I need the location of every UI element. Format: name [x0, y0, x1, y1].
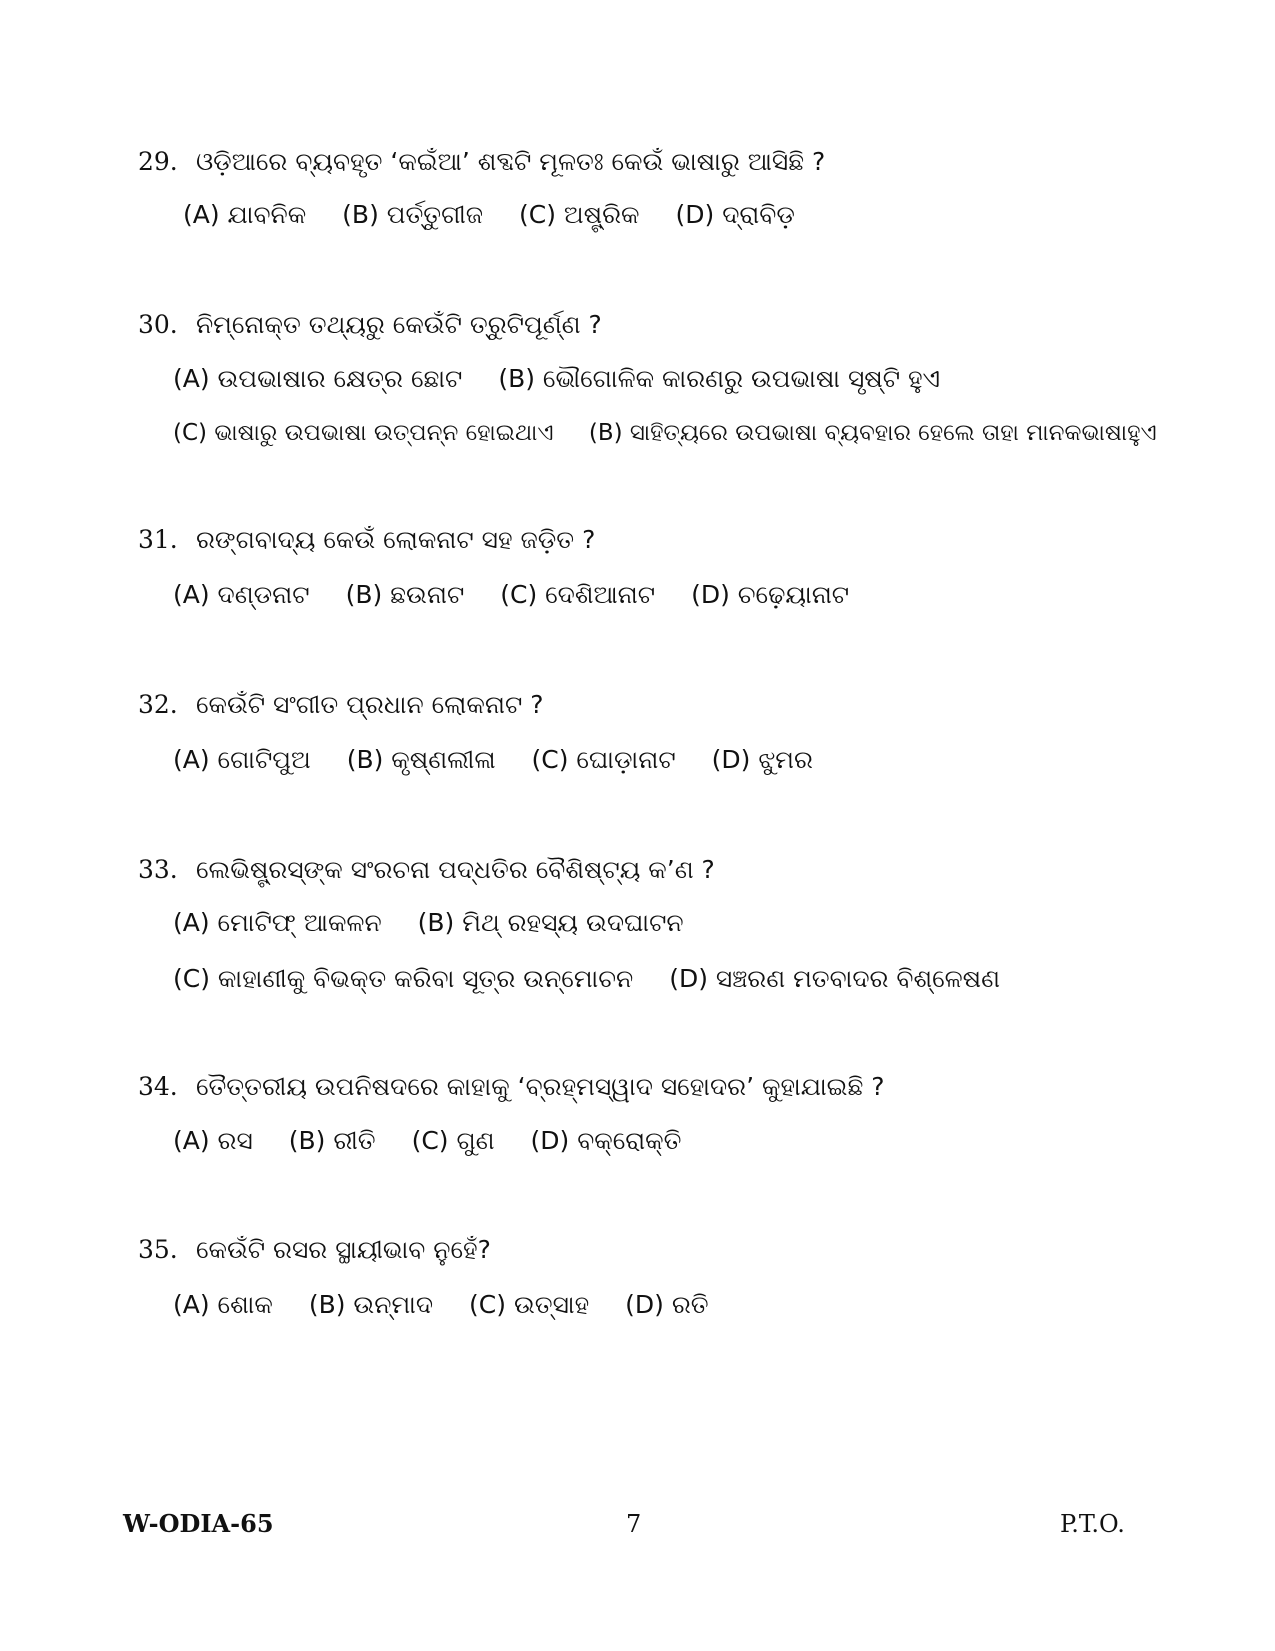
- option-b: (B) ଛଉନାଟ: [345, 580, 465, 609]
- option-a: (A) ଦଣ୍ଡନାଟ: [173, 580, 310, 609]
- options-row: [173, 1288, 737, 1322]
- option-d: (D) ଦ୍ରାବିଡ଼: [675, 200, 795, 229]
- option-a: (A) ଯାବନିକ: [183, 200, 307, 229]
- question-number: 34.: [138, 1072, 178, 1101]
- question-number: 30.: [138, 310, 178, 339]
- option-d: (D) ସଞ୍ଚରଣ ମତବାଦର ବିଶ୍ଳେଷଣ: [669, 964, 1001, 993]
- option-a: (A) ରସ: [173, 1126, 253, 1155]
- question-number: 31.: [138, 525, 178, 554]
- options-row: [183, 198, 823, 232]
- options-row: [173, 1124, 709, 1158]
- option-c: (C) ଅଷ୍ଟ୍ରିକ: [519, 200, 640, 229]
- page-number: 7: [626, 1510, 642, 1538]
- option-b-second: (B) ସାହିତ୍ୟରେ ଉପଭାଷା ବ୍ୟବହାର ହେଲେ ତାହା ମାନକଭାଷାହୁଏ: [588, 420, 1157, 446]
- option-d: (D) ଝୁମର: [711, 745, 813, 774]
- please-turn-over: P.T.O.: [1060, 1510, 1125, 1538]
- question-number: 35.: [138, 1235, 178, 1264]
- option-a: (A) ଶୋକ: [173, 1290, 273, 1319]
- options-row: [173, 743, 841, 777]
- options-row: [173, 416, 1185, 450]
- option-d: (D) ରତି: [625, 1290, 709, 1319]
- option-c: (C) କାହାଣୀକୁ ବିଭକ୍ତ କରିବା ସୂତ୍ର ଉନ୍ମୋଚନ: [173, 964, 634, 993]
- question-text: ନିମ୍ନୋକ୍ତ ତଥ୍ୟରୁ କେଉଁଟି ତ୍ରୁଟିପୂର୍ଣ୍ଣ ?: [195, 310, 602, 339]
- question-number: 32.: [138, 690, 178, 719]
- question-stem: [138, 523, 595, 557]
- option-b: (B) ପର୍ତ୍ତୁଗୀଜ: [342, 200, 484, 229]
- option-c: (C) ଗୁଣ: [411, 1126, 495, 1155]
- options-row: [173, 362, 968, 396]
- question-text: ରଙ୍ଗବାଦ୍ୟ କେଉଁ ଲୋକନାଟ ସହ ଜଡ଼ିତ ?: [195, 525, 596, 554]
- question-text: ତୈତ୍ତରୀୟ ଉପନିଷଦରେ କାହାକୁ ‘ବ୍ରହ୍ମସ୍ୱାଦ ସହୋଦର’ କୁହାଯାଇଛି ?: [195, 1072, 885, 1101]
- option-b: (B) ମିଥ୍ ରହସ୍ୟ ଉଦଘାଟନ: [417, 908, 684, 937]
- option-c: (C) ଭାଷାରୁ ଉପଭାଷା ଉତ୍ପନ୍ନ ହୋଇଥାଏ: [173, 420, 554, 446]
- option-b: (B) କୃଷ୍ଣଲୀଳା: [346, 745, 496, 774]
- option-c: (C) ଉତ୍ସାହ: [469, 1290, 590, 1319]
- option-c: (C) ଦେଶିଆନାଟ: [500, 580, 656, 609]
- question-stem: [138, 688, 544, 722]
- option-a: (A) ମୋଟିଫ୍ ଆକଳନ: [173, 908, 382, 937]
- question-text: ଲେଭିଷ୍ଟ୍ରସ୍‌ଙ୍କ ସଂରଚନା ପଦ୍ଧତିର ବୈଶିଷ୍ଟ୍ୟ କ’ଣ ?: [195, 855, 715, 884]
- option-d: (D) ବକ୍ରୋକ୍ତି: [530, 1126, 682, 1155]
- question-stem: [138, 853, 715, 887]
- option-b: (B) ଭୌଗୋଳିକ କାରଣରୁ ଉପଭାଷା ସୃଷ୍ଟି ହୁଏ: [498, 364, 941, 393]
- question-stem: [138, 308, 602, 342]
- options-row: [173, 962, 1028, 996]
- question-text: କେଉଁଟି ରସର ସ୍ଥାୟୀଭାବ ନୁହେଁ?: [195, 1235, 491, 1264]
- question-number: 33.: [138, 855, 178, 884]
- question-stem: [138, 145, 825, 179]
- question-text: କେଉଁଟି ସଂଗୀତ ପ୍ରଧାନ ଲୋକନାଟ ?: [195, 690, 544, 719]
- option-b: (B) ଉନ୍ମାଦ: [308, 1290, 434, 1319]
- question-number: 29.: [138, 147, 178, 176]
- paper-code: W-ODIA-65: [123, 1509, 274, 1538]
- option-c: (C) ଘୋଡ଼ାନାଟ: [531, 745, 676, 774]
- question-stem: [138, 1233, 491, 1267]
- options-row: [173, 906, 712, 940]
- option-b: (B) ରୀତି: [288, 1126, 376, 1155]
- option-a: (A) ଉପଭାଷାର କ୍ଷେତ୍ର ଛୋଟ: [173, 364, 463, 393]
- options-row: [173, 578, 877, 612]
- question-text: ଓଡ଼ିଆରେ ବ୍ୟବହୃତ ‘କଇଁଆ’ ଶବ୍ଦଟି ମୂଳତଃ କେଉଁ ଭାଷାରୁ ଆସିଛି ?: [195, 147, 826, 176]
- option-a: (A) ଗୋଟିପୁଅ: [173, 745, 311, 774]
- question-stem: [138, 1070, 885, 1104]
- option-d: (D) ଚଢ଼େୟାନାଟ: [691, 580, 850, 609]
